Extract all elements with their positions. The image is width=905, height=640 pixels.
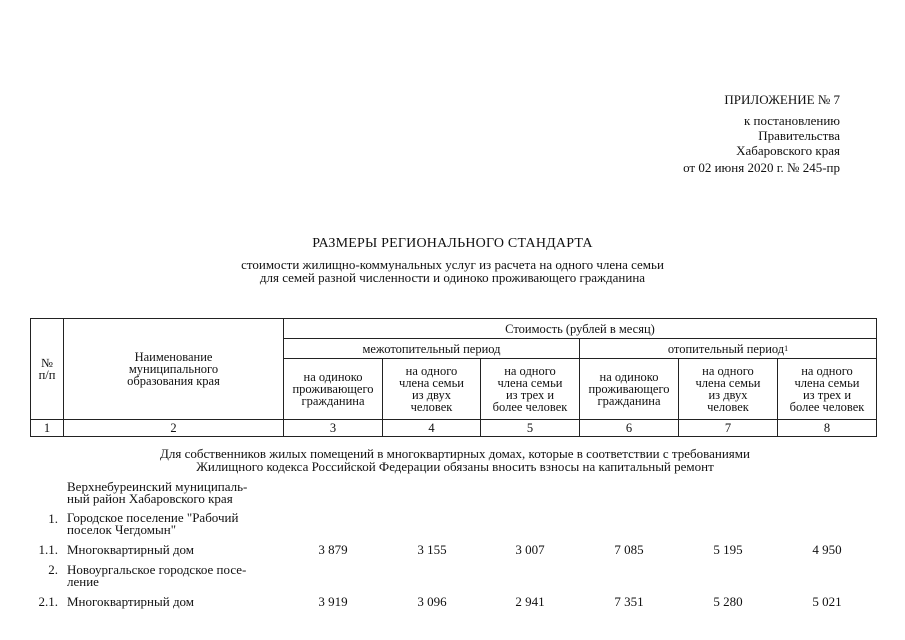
header-cost: Стоимость (рублей в месяц) — [283, 318, 877, 339]
col-num-5: 5 — [480, 419, 580, 437]
header-period-1: межотопительный период — [283, 338, 580, 359]
subtitle-line-2: для семей разной численности и одиноко проживающего гражданина — [259, 270, 646, 285]
header-sub-three-2 — [777, 358, 877, 420]
document-subtitle — [0, 258, 905, 284]
table-row-district — [67, 481, 287, 505]
header-name-l3: образования края — [127, 374, 220, 388]
header-sub-three-1 — [480, 358, 580, 420]
sub-text: на одного — [702, 364, 754, 378]
sub-text: более человек — [492, 400, 568, 414]
appendix-line-2: Правительства — [758, 128, 840, 143]
appendix-title: ПРИЛОЖЕНИЕ № 7 — [724, 92, 840, 107]
cell-value: 7 351 — [614, 594, 644, 609]
col-num-7: 7 — [678, 419, 778, 437]
row-name-line: Новоургальское городское посе- — [67, 562, 247, 577]
cell-value: 3 155 — [417, 542, 447, 557]
row-number: 2.1. — [38, 594, 58, 609]
cell-value: 5 195 — [713, 542, 743, 557]
sub-text: из двух — [708, 388, 748, 402]
header-number-pp: п/п — [38, 368, 56, 382]
sub-text: на одного — [504, 364, 556, 378]
col-num-3: 3 — [283, 419, 383, 437]
cell-value: 5 280 — [713, 594, 743, 609]
cell-value: 4 950 — [812, 542, 842, 557]
header-col-number — [30, 318, 64, 420]
table-row-settlement-2 — [67, 564, 287, 588]
sub-text: из двух — [411, 388, 452, 402]
cell-value: 3 007 — [515, 542, 545, 557]
header-name-l2: муниципального — [128, 362, 219, 376]
header-sub-single-2 — [579, 358, 679, 420]
sub-text: на одного — [405, 364, 458, 378]
subtitle-line-1: стоимости жилищно-коммунальных услуг из расчета на одного члена семьи — [241, 257, 664, 272]
appendix-date: от 02 июня 2020 г. № 245-пр — [683, 160, 840, 175]
sub-text: на одиноко — [303, 370, 363, 384]
col-num-8: 8 — [777, 419, 877, 437]
row-name-line: Городское поселение "Рабочий — [67, 510, 239, 525]
col-num-2: 2 — [63, 419, 284, 437]
sub-text: проживающего — [588, 382, 670, 396]
col-num-4: 4 — [382, 419, 481, 437]
sub-text: члена семьи — [695, 376, 761, 390]
sub-text: члена семьи — [794, 376, 860, 390]
cell-value: 3 096 — [417, 594, 447, 609]
cell-value: 7 085 — [614, 542, 644, 557]
sub-text: из трех и — [505, 388, 555, 402]
document-title: РАЗМЕРЫ РЕГИОНАЛЬНОГО СТАНДАРТА — [312, 236, 593, 251]
row-name-line: Верхнебуреинский муниципаль- — [67, 479, 248, 494]
row-name: Многоквартирный дом — [67, 594, 195, 609]
sub-text: члена семьи — [399, 376, 464, 390]
col-num-1: 1 — [30, 419, 64, 437]
sub-text: на одиноко — [599, 370, 659, 384]
sub-text: гражданина — [597, 394, 661, 408]
header-number-sign: № — [41, 356, 53, 370]
sub-text: более человек — [789, 400, 865, 414]
row-number: 1.1. — [38, 542, 58, 557]
header-sub-two-1 — [382, 358, 481, 420]
header-col-name — [63, 318, 284, 420]
header-sub-two-2 — [678, 358, 778, 420]
header-name-l1: Наименование — [134, 350, 213, 364]
appendix-block — [540, 92, 840, 175]
table-row-settlement-1 — [67, 512, 287, 536]
row-name-line: поселок Чегдомын" — [67, 522, 177, 537]
header-period-2-label: отопительный период — [667, 341, 785, 356]
sub-text: на одного — [801, 364, 853, 378]
row-name-line: ный район Хабаровского края — [67, 491, 233, 506]
row-name: Многоквартирный дом — [67, 542, 195, 557]
sub-text: гражданина — [301, 394, 365, 408]
header-sub-single-1 — [283, 358, 383, 420]
sub-text: человек — [410, 400, 453, 414]
row-name-line: ление — [67, 574, 99, 589]
sub-text: члена семьи — [497, 376, 563, 390]
sub-text: человек — [707, 400, 749, 414]
col-num-6: 6 — [579, 419, 679, 437]
sub-text: проживающего — [292, 382, 374, 396]
section-note — [60, 447, 850, 473]
sub-text: из трех и — [802, 388, 852, 402]
row-number: 1. — [48, 511, 58, 526]
cell-value: 3 879 — [318, 542, 348, 557]
row-number: 2. — [48, 562, 58, 577]
cell-value: 5 021 — [812, 594, 842, 609]
section-note-line-2: Жилищного кодекса Российской Федерации обязаны вносить взносы на капитальный ремонт — [196, 459, 714, 474]
section-note-line-1: Для собственников жилых помещений в многоквартирных домах, которые в соответствии с требованиями — [160, 446, 750, 461]
cell-value: 3 919 — [318, 594, 348, 609]
appendix-line-3: Хабаровского края — [736, 143, 840, 158]
header-period-2: отопительный период 1 — [579, 338, 877, 359]
appendix-line-1: к постановлению — [743, 113, 840, 128]
cell-value: 2 941 — [515, 594, 545, 609]
